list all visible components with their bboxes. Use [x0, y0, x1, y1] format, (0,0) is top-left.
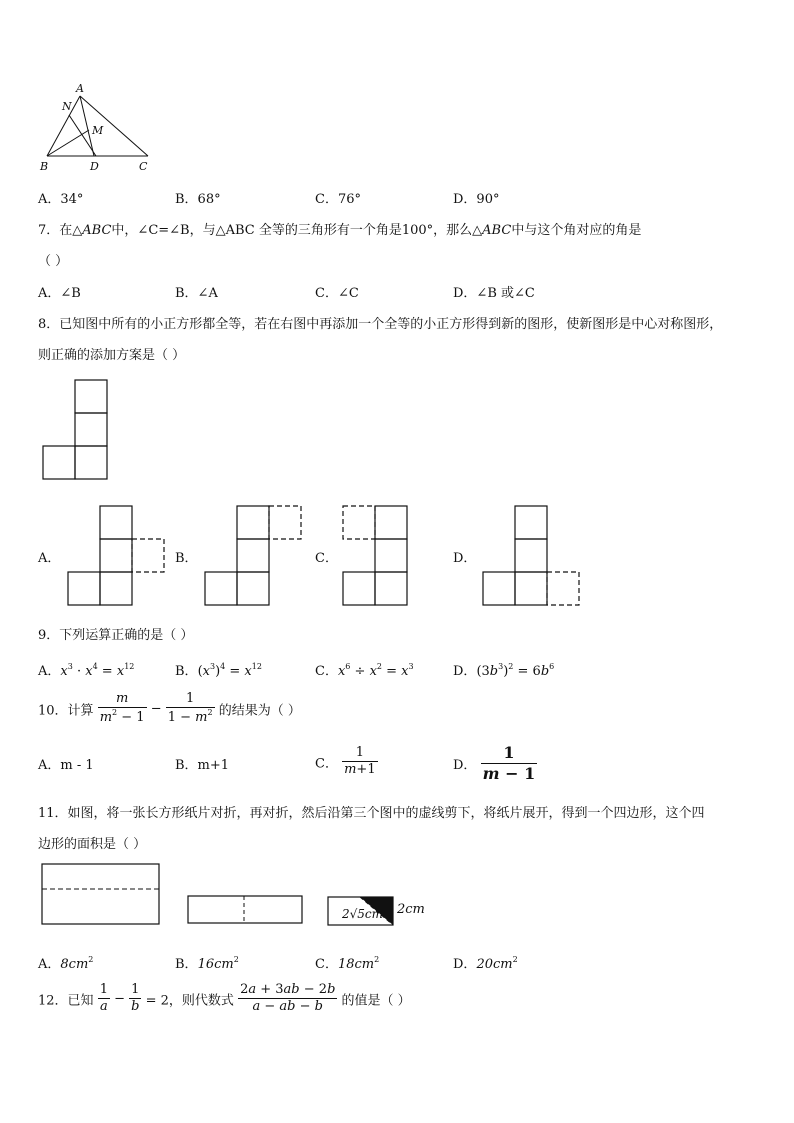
q7-option-b: B．∠A: [175, 286, 218, 301]
vertex-label-a: A: [76, 82, 84, 95]
vertex-label-d: D: [90, 160, 99, 173]
q8-stem-line1: 8．已知图中所有的小正方形都全等，若在右图中再添加一个全等的小正方形得到新的图形，使新图形是中心对称图形，: [38, 317, 723, 332]
q10-option-d: D． $\frac{1}{m - 1}$: [453, 743, 536, 783]
q8-option-d-label: D．: [453, 551, 477, 566]
q8-option-a-label: A．: [38, 551, 61, 566]
q12-fraction-2: $\frac{2a + 3ab - 2b}{a - ab - b}$: [240, 982, 336, 1015]
q9-option-b: B．$(x^3)^4 = x^{12}$: [175, 662, 262, 679]
q10-option-c: C． $\frac{1}{m+1}$: [315, 745, 376, 778]
q8-option-b-label: B．: [175, 551, 198, 566]
q8-option-c-figure: [342, 505, 446, 609]
q10-fraction-2: $\frac{1}{1 - m^2}$: [167, 691, 213, 726]
q11-stem-line2: 边形的面积是（ ）: [38, 837, 147, 852]
q12-fraction-1a: $\frac{1}{a}$: [99, 982, 108, 1015]
q9-stem: 9．下列运算正确的是（ ）: [38, 628, 194, 643]
q10-option-a: A．m - 1: [38, 758, 94, 773]
q9-option-d: D．$(3b^3)^2 = 6b^6$: [453, 662, 555, 679]
q12-stem: 12．已知 $\frac{1}{a}$ − $\frac{1}{b}$ = 2，则代数式 $\frac{2a + 3ab - 2b}{a - ab - b}$ 的值是（ ）: [38, 982, 411, 1015]
vertex-label-n: N: [62, 100, 72, 113]
q11-stem-line1: 11．如图，将一张长方形纸片对折，再对折，然后沿第三个图中的虚线剪下，将纸片展开，得到一个四边形，这个四: [38, 806, 705, 821]
q7-stem: 7．在△ABC中，∠C=∠B，与△ABC 全等的三角形有一个角是100°，那么△ABC中与这个角对应的角是: [38, 223, 642, 238]
q8-base-figure: [42, 379, 112, 483]
q8-option-c-label: C．: [315, 551, 338, 566]
q11-paper-figure-2: [187, 895, 305, 927]
q6-option-b: B．68°: [175, 192, 221, 207]
q11-option-b: B．$16cm^2$: [175, 955, 239, 972]
q7-option-c: C．∠C: [315, 286, 359, 301]
q11-option-d: D．$20cm^2$: [453, 955, 518, 972]
q7-answer-paren: （ ）: [38, 254, 69, 269]
q11-option-c: C．$18cm^2$: [315, 955, 380, 972]
q11-paper-figure-1: [41, 863, 163, 927]
q12-fraction-1b: $\frac{1}{b}$: [131, 982, 140, 1015]
q6-option-a: A．34°: [38, 192, 84, 207]
q6-option-d: D．90°: [453, 192, 500, 207]
q11-label-2root5cm: 2√5cm: [342, 907, 384, 921]
q8-option-d-figure: [482, 505, 586, 609]
q11-option-a: A．$8cm^2$: [38, 955, 94, 972]
q9-option-a: A．$x^3 \cdot x^4 = x^{12}$: [38, 662, 135, 679]
q10-stem: 10．计算 $\frac{m}{m^2 - 1}$ − $\frac{1}{1 - m^2}$ 的结果为（ ）: [38, 691, 301, 726]
q10-fraction-1: $\frac{m}{m^2 - 1}$: [99, 691, 145, 726]
vertex-label-c: C: [139, 160, 148, 173]
q8-option-a-figure: [67, 505, 171, 609]
q10-option-b: B．m+1: [175, 758, 230, 773]
q7-option-d: D．∠B 或∠C: [453, 286, 535, 301]
q8-option-b-figure: [204, 505, 308, 609]
q6-option-c: C．76°: [315, 192, 361, 207]
q11-label-2cm: 2cm: [397, 902, 425, 917]
vertex-label-b: B: [40, 160, 49, 173]
q8-stem-line2: 则正确的添加方案是（ ）: [38, 348, 186, 363]
q9-option-c: C．$x^6 \div x^2 = x^3$: [315, 662, 414, 679]
vertex-label-m: M: [92, 124, 104, 137]
q7-option-a: A．∠B: [38, 286, 81, 301]
